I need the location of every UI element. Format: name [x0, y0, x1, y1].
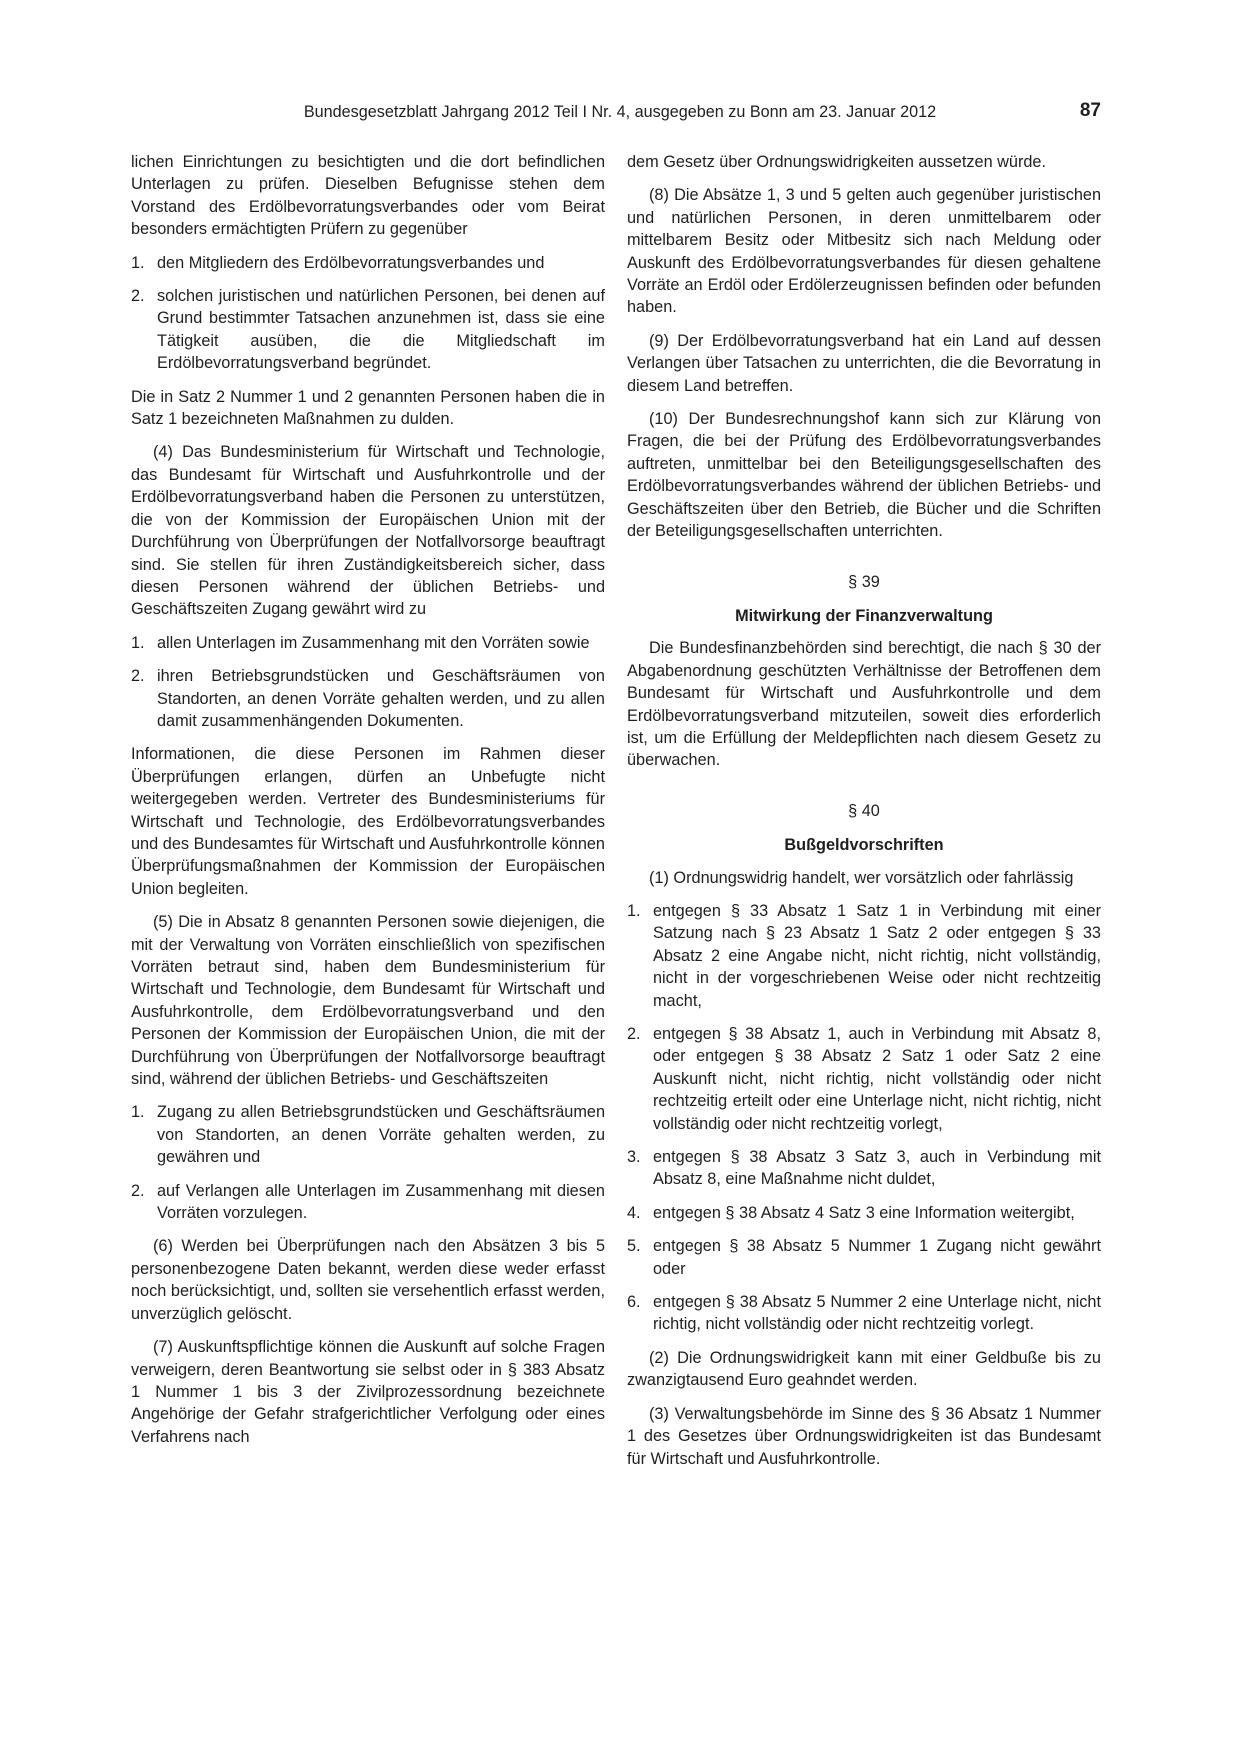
list-item	[131, 1101, 605, 1168]
list-number: 6.	[627, 1293, 641, 1312]
journal-citation: Bundesgesetzblatt Jahrgang 2012 Teil I Nr. 4, ausgegeben zu Bonn am 23. Januar 2012	[303, 103, 937, 121]
numbered-list	[131, 1101, 605, 1224]
list-item	[627, 1146, 1101, 1191]
list-number: 2.	[131, 287, 145, 306]
list-number: 1.	[131, 1103, 145, 1122]
list-text: entgegen § 38 Absatz 4 Satz 3 eine Information weitergibt,	[653, 1203, 1075, 1222]
list-text: den Mitgliedern des Erdölbevorratungsverbandes und	[157, 253, 545, 272]
paragraph: Die in Satz 2 Nummer 1 und 2 genannten Personen haben die in Satz 1 bezeichneten Maßnahmen zu dulden.	[131, 387, 605, 429]
list-text: entgegen § 33 Absatz 1 Satz 1 in Verbindung mit einer Satzung nach § 23 Absatz 1 Satz 2 oder entgegen § 33 Absatz 2 eine Angabe nicht, nicht richtig, nicht vollständig, nicht in der vorgeschriebenen Weise oder nicht rechtzeitig macht,	[653, 901, 1101, 1010]
list-text: allen Unterlagen im Zusammenhang mit den Vorräten sowie	[157, 633, 590, 652]
page-number: 87	[1079, 100, 1101, 121]
paragraph: (6) Werden bei Überprüfungen nach den Absätzen 3 bis 5 personenbezogene Daten bekannt, werden diese weder erfasst noch berücksichtigt, und, sollten sie versehentlich erfasst werden, unverzüglich gelöscht.	[131, 1237, 605, 1323]
list-item	[131, 285, 605, 375]
paragraph: Die Bundesfinanzbehörden sind berechtigt, die nach § 30 der Abgabenordnung geschützten Verhältnisse der Betroffenen dem Bundesamt für Wirtschaft und Ausfuhrkontrolle und dem Erdölbevorratungsverband mitzuteilen, soweit dies erforderlich ist, um die Erfüllung der Meldepflichten nach diesem Gesetz zu überwachen.	[627, 639, 1101, 770]
paragraph: (9) Der Erdölbevorratungsverband hat ein Land auf dessen Verlangen über Tatsachen zu unterrichten, die die Bevorratung in diesem Land betreffen.	[627, 331, 1101, 395]
numbered-list	[131, 252, 605, 375]
list-number: 1.	[131, 633, 145, 652]
paragraph: (7) Auskunftspflichtige können die Auskunft auf solche Fragen verweigern, deren Beantwortung sie selbst oder in § 383 Absatz 1 Nummer 1 bis 3 der Zivilprozessordnung bezeichnete Angehörige der Gefahr strafgerichtlicher Verfolgung oder eines Verfahrens nach	[131, 1338, 605, 1446]
paragraph: (5) Die in Absatz 8 genannten Personen sowie diejenigen, die mit der Verwaltung von Vorräten einschließlich von spezifischen Vorräten betraut sind, haben dem Bundesministerium für Wirtschaft und Technologie, dem Bundesamt für Wirtschaft und Ausfuhrkontrolle, dem Erdölbevorratungsverband und den Personen der Kommission der Europäischen Union, die mit der Durchführung von Überprüfungen der Notfallvorsorge beauftragt sind, während der üblichen Betriebs- und Geschäftszeiten	[131, 913, 605, 1089]
list-number: 1.	[627, 901, 641, 920]
list-number: 4.	[627, 1203, 641, 1222]
numbered-list	[627, 900, 1101, 1336]
list-text: ihren Betriebsgrundstücken und Geschäftsräumen von Standorten, an denen Vorräte gehalten werden, und zu allen damit zusammenhängenden Dokumenten.	[157, 667, 605, 730]
right-column	[627, 151, 1101, 1481]
list-number: 2.	[627, 1025, 641, 1043]
paragraph: Informationen, die diese Personen im Rahmen dieser Überprüfungen erlangen, dürfen an Unbefugte nicht weitergegeben werden. Vertreter des Bundesministeriums für Wirtschaft und Technologie, des Erdölbevorratungsverbandes und des Bundesamtes für Wirtschaft und Ausfuhrkontrolle können Überprüfungsmaßnahmen der Kommission der Europäischen Union begleiten.	[131, 745, 605, 898]
list-text: Zugang zu allen Betriebsgrundstücken und Geschäftsräumen von Standorten, an denen Vorräte gehalten werden, zu gewähren und	[157, 1103, 605, 1167]
paragraph: (4) Das Bundesministerium für Wirtschaft und Technologie, das Bundesamt für Wirtschaft und Ausfuhrkontrolle und der Erdölbevorratungsverband haben die Personen zu unterstützen, die von der Kommission der Europäischen Union mit der Durchführung von Überprüfungen der Notfallvorsorge beauftragt sind. Sie stellen für ihren Zuständigkeitsbereich sicher, dass diesen Personen während der üblichen Betriebs- und Geschäftszeiten Zugang gewährt wird zu	[131, 443, 605, 619]
page-header	[130, 100, 1101, 130]
list-number: 2.	[131, 667, 145, 686]
section-number: § 39	[848, 572, 880, 591]
section-number: § 40	[848, 801, 880, 820]
paragraph: (2) Die Ordnungswidrigkeit kann mit einer Geldbuße bis zu zwanzigtausend Euro geahndet werden.	[627, 1348, 1101, 1390]
list-number: 5.	[627, 1237, 641, 1256]
list-item	[627, 1235, 1101, 1280]
list-number: 1.	[131, 253, 145, 272]
left-column	[131, 151, 605, 1459]
list-item	[627, 1291, 1101, 1336]
list-text: auf Verlangen alle Unterlagen im Zusammenhang mit diesen Vorräten vorzulegen.	[157, 1181, 605, 1223]
paragraph: lichen Einrichtungen zu besichtigten und die dort befindlichen Unterlagen zu prüfen. Dieselben Befugnisse stehen dem Vorstand des Erdölbevorratungsverbandes oder vom Beirat besonders ermächtigten Prüfern zu gegenüber	[131, 153, 605, 239]
section-title: Bußgeldvorschriften	[784, 836, 944, 855]
list-text: entgegen § 38 Absatz 1, auch in Verbindung mit Absatz 8, oder entgegen § 38 Absatz 2 Satz 1 oder Satz 2 eine Auskunft nicht, nicht richtig, nicht vollständig oder nicht rechtzeitig erteilt oder eine Unterlage nicht, nicht richtig, nicht vollständig oder nicht rechtzeitig vorlegt,	[653, 1025, 1101, 1133]
list-item	[627, 1023, 1101, 1135]
paragraph: (10) Der Bundesrechnungshof kann sich zur Klärung von Fragen, die bei der Prüfung des Erdölbevorratungsverbandes auftreten, unmittelbar bei den Beteiligungsgesellschaften des Erdölbevorratungsverbandes während der üblichen Betriebs- und Geschäftszeiten über den Betrieb, die Bücher und die Schriften der Beteiligungsgesellschaften unterrichten.	[627, 410, 1101, 541]
numbered-list	[131, 632, 605, 733]
list-item	[131, 665, 605, 732]
list-number: 3.	[627, 1148, 641, 1167]
paragraph: (3) Verwaltungsbehörde im Sinne des § 36 Absatz 1 Nummer 1 des Gesetzes über Ordnungswidrigkeiten ist das Bundesamt für Wirtschaft und Ausfuhrkontrolle.	[627, 1404, 1101, 1468]
list-item	[131, 252, 605, 274]
list-item	[627, 900, 1101, 1012]
list-text: entgegen § 38 Absatz 3 Satz 3, auch in Verbindung mit Absatz 8, eine Maßnahme nicht duldet,	[653, 1148, 1101, 1189]
list-text: solchen juristischen und natürlichen Personen, bei denen auf Grund bestimmter Tatsachen anzunehmen ist, dass sie eine Tätigkeit ausüben, die die Mitgliedschaft im Erdölbevorratungsverband begründet.	[157, 287, 605, 373]
list-item	[627, 1202, 1101, 1224]
paragraph: (8) Die Absätze 1, 3 und 5 gelten auch gegenüber juristischen und natürlichen Personen, in deren unmittelbarem oder mittelbarem Besitz oder Mitbesitz sich nach Meldung oder Auskunft des Erdölbevorratungsverbandes für diesen gehaltene Vorräte an Erdöl oder Erdölerzeugnissen befinden oder befunden haben.	[627, 186, 1101, 317]
list-text: entgegen § 38 Absatz 5 Nummer 2 eine Unterlage nicht, nicht richtig, nicht vollständig oder nicht rechtzeitig vorlegt.	[653, 1293, 1101, 1334]
list-item	[131, 1180, 605, 1225]
paragraph: (1) Ordnungswidrig handelt, wer vorsätzlich oder fahrlässig	[649, 868, 1074, 887]
list-number: 2.	[131, 1181, 145, 1200]
list-item	[131, 632, 605, 654]
paragraph: dem Gesetz über Ordnungswidrigkeiten aussetzen würde.	[627, 153, 1047, 171]
section-title: Mitwirkung der Finanzverwaltung	[735, 606, 993, 625]
list-text: entgegen § 38 Absatz 5 Nummer 1 Zugang nicht gewährt oder	[653, 1237, 1101, 1278]
